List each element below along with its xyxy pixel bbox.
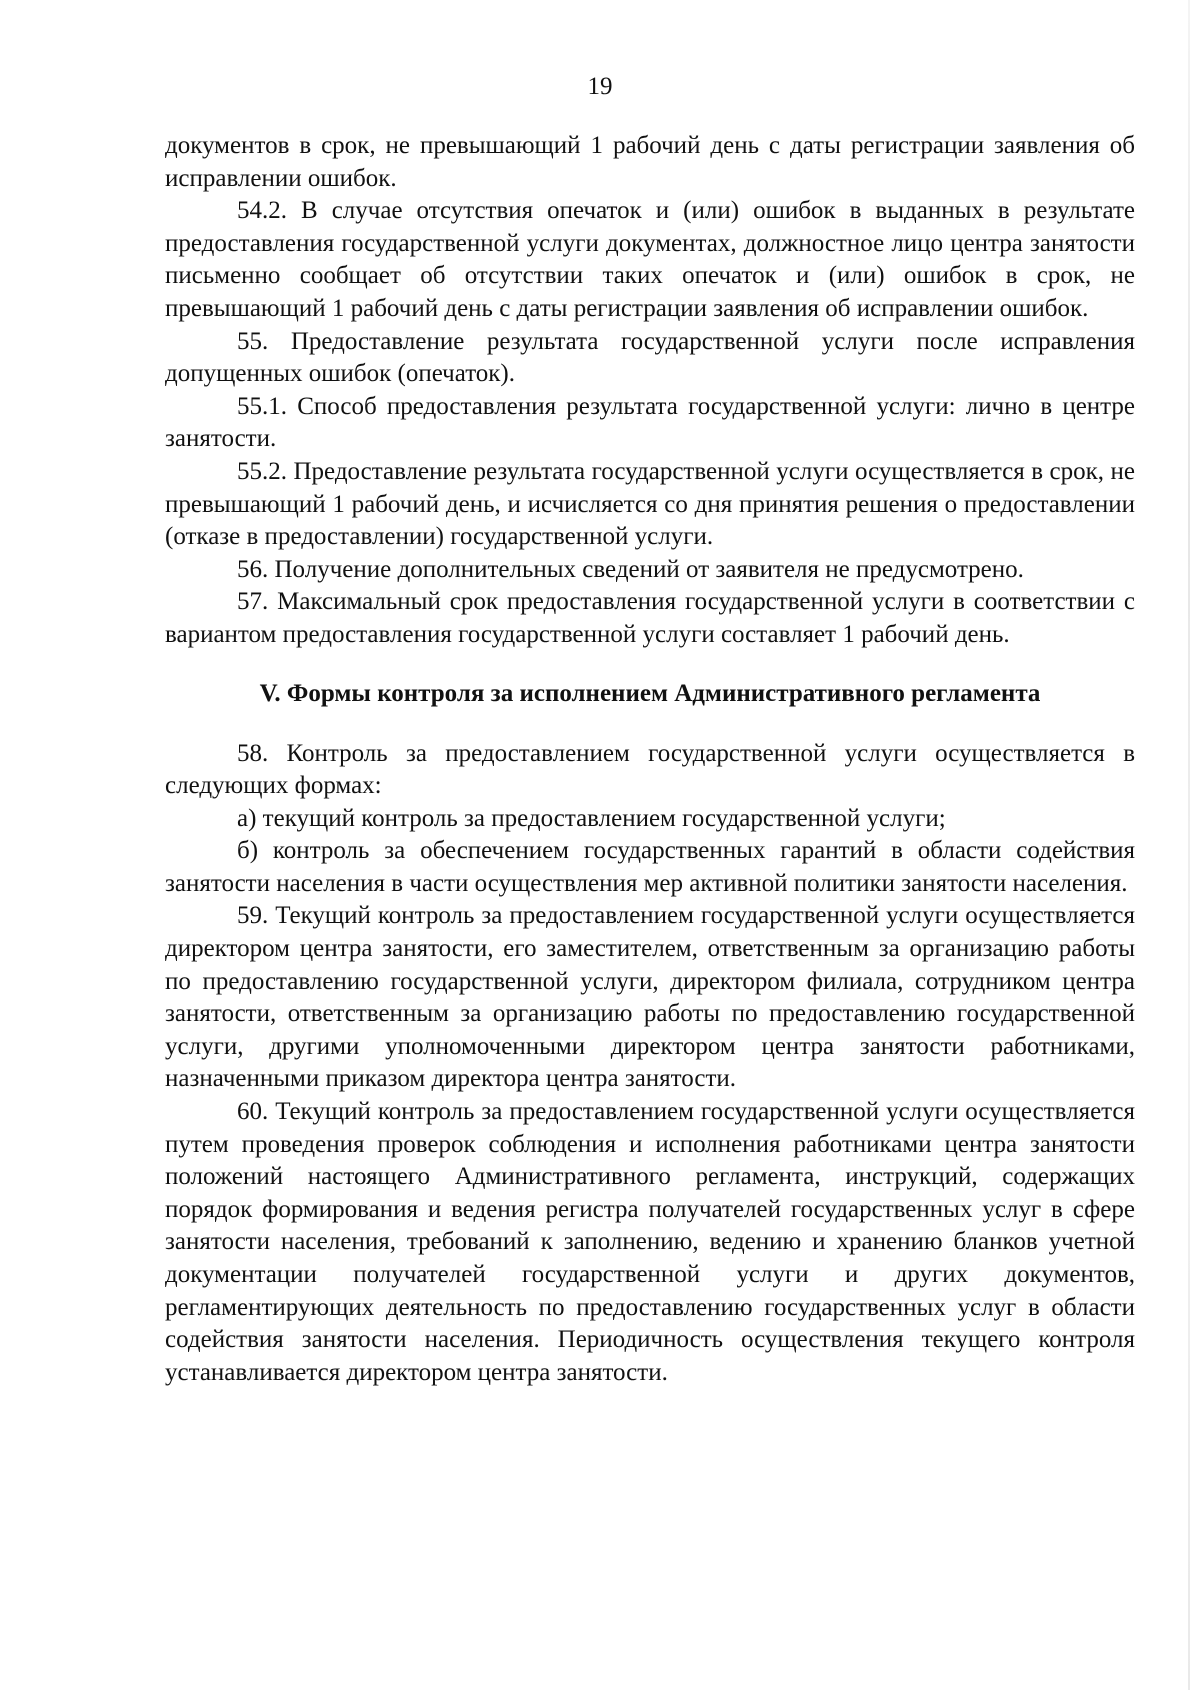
paragraph-56: 56. Получение дополнительных сведений от заявителя не предусмотрено.	[237, 555, 1024, 583]
page-number: 19	[587, 73, 613, 100]
paragraph-54-2: 54.2. В случае отсутствия опечаток и (или) ошибок в выданных в результате предоставления государственной услуги документах, должностное лицо центра занятости письменно сообщает об отсутствии таких опечаток и (или) ошибок в срок, не превышающий 1 рабочий день с даты регистрации заявления об исправлении ошибок.	[165, 197, 1135, 322]
paragraph-58-a: а) текущий контроль за предоставлением государственной услуги;	[237, 804, 946, 832]
paragraph-57: 57. Максимальный срок предоставления государственной услуги в соответствии с вариантом предоставления государственной услуги составляет 1 рабочий день.	[165, 588, 1135, 648]
paragraph-58-b: б) контроль за обеспечением государственных гарантий в области содействия занятости населения в части осуществления мер активной политики занятости населения.	[165, 837, 1135, 897]
scan-edge-shadow	[1188, 0, 1190, 1690]
paragraph-55-1: 55.1. Способ предоставления результата государственной услуги: лично в центре занятости.	[165, 392, 1135, 453]
document-body	[165, 130, 1135, 1389]
paragraph-58: 58. Контроль за предоставлением государственной услуги осуществляется в следующих формах:	[165, 739, 1135, 800]
paragraph-55: 55. Предоставление результата государственной услуги после исправления допущенных ошибок (опечаток).	[165, 327, 1135, 388]
paragraph-continuation: документов в срок, не превышающий 1 рабочий день с даты регистрации заявления об исправлении ошибок.	[165, 132, 1135, 192]
paragraph-55-2: 55.2. Предоставление результата государственной услуги осуществляется в срок, не превышающий 1 рабочий день, и исчисляется со дня принятия решения о предоставлении (отказе в предоставлении) государственной услуги.	[165, 457, 1135, 551]
section-heading: V. Формы контроля за исполнением Административного регламента	[259, 679, 1041, 707]
paragraph-60: 60. Текущий контроль за предоставлением государственной услуги осуществляется путем проведения проверок соблюдения и исполнения работниками центра занятости положений настоящего Административного регламента, инструкций, содержащих порядок формирования и ведения регистра получателей государственных услуг в сфере занятости населения, требований к заполнению, ведению и хранению бланков учетной документации получателей государственной услуги и других документов, регламентирующих деятельность по предоставлению государственных услуг в области содействия занятости населения. Периодичность осуществления текущего контроля устанавливается директором центра занятости.	[165, 1098, 1135, 1386]
paragraph-59: 59. Текущий контроль за предоставлением государственной услуги осуществляется директором центра занятости, его заместителем, ответственным за организацию работы по предоставлению государственной услуги, директором филиала, сотрудником центра занятости, ответственным за организацию работы по предоставлению государственной услуги, другими уполномоченными директором центра занятости работниками, назначенными приказом директора центра занятости.	[165, 902, 1135, 1093]
